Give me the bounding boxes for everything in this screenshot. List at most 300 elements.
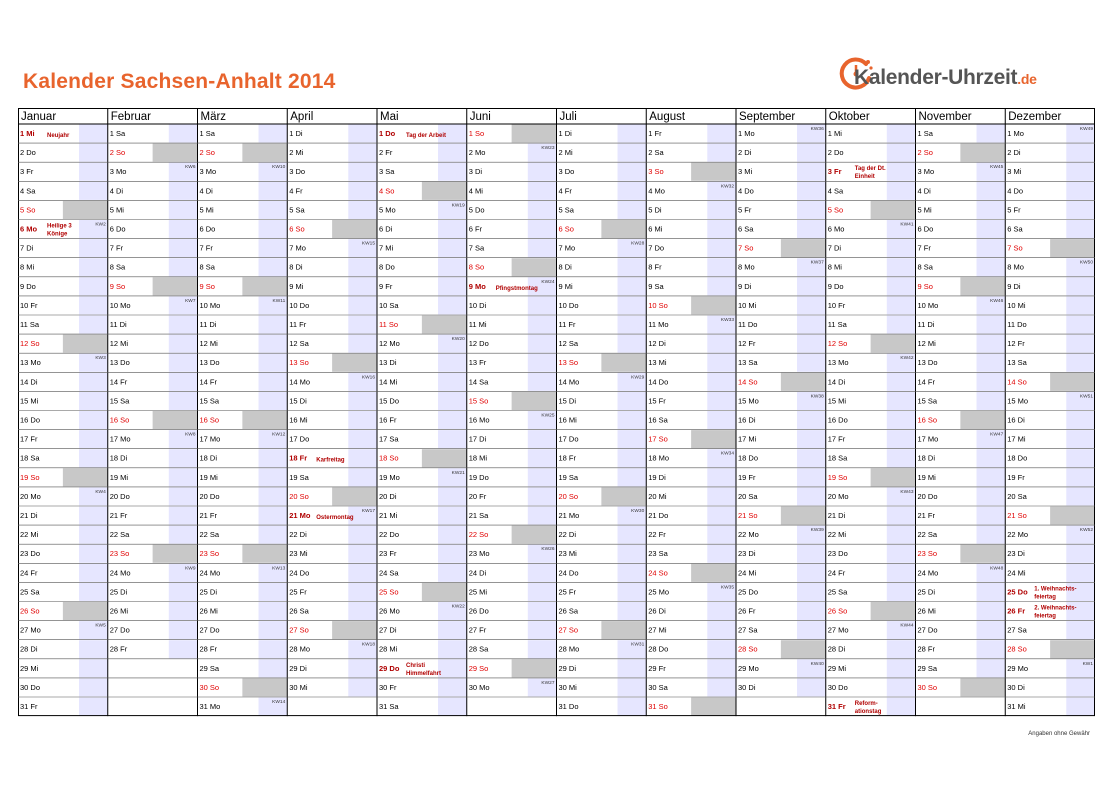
day-shade (797, 335, 826, 353)
day-shade (707, 621, 736, 639)
month-header: April (290, 111, 314, 123)
day-shade (797, 430, 826, 448)
holiday-name: 2. Weihnachts- (1034, 605, 1077, 612)
week-number: KW49 (1079, 127, 1093, 132)
day-label: 24 Fr (827, 568, 846, 578)
day-label: 22 Di (558, 530, 577, 540)
day-shade (707, 373, 736, 391)
day-label: 27 So (558, 625, 579, 635)
day-shade (348, 392, 377, 410)
day-label: 22 Mi (20, 530, 39, 540)
day-label: 11 Fr (558, 320, 576, 329)
day-label: 26 Mi (917, 606, 936, 616)
day-label: 1 Sa (109, 129, 126, 138)
holiday-name: Karfreitag (316, 457, 345, 464)
day-label: 14 Fr (199, 377, 218, 387)
sunday-shade (781, 373, 826, 391)
day-shade (797, 468, 826, 486)
day-label: 29 Sa (199, 663, 220, 673)
day-label: 10 Fr (827, 300, 846, 310)
day-shade (1066, 201, 1095, 219)
holiday-name: Reform- (854, 701, 878, 707)
day-label: 19 Do (468, 472, 489, 482)
day-label: 4 Do (1007, 186, 1024, 196)
day-shade (1066, 698, 1095, 716)
day-label: 4 Sa (20, 186, 36, 196)
day-shade (79, 640, 108, 658)
day-shade (1066, 411, 1095, 429)
day-label: 13 So (289, 358, 309, 368)
day-label: 28 So (1007, 644, 1027, 654)
day-shade (348, 602, 377, 620)
day-label: 29 Di (289, 663, 307, 673)
day-label: 3 Mo (917, 167, 935, 177)
day-label: 15 Fr (648, 396, 666, 406)
day-label: 30 Mi (558, 682, 577, 692)
day-label: 6 Di (379, 224, 393, 234)
sunday-shade (332, 621, 377, 639)
week-number: KW50 (1079, 260, 1093, 266)
day-shade (977, 392, 1006, 410)
day-shade (707, 468, 736, 486)
month-header: September (739, 111, 796, 123)
sunday-shade (422, 182, 467, 200)
day-label: 19 Sa (558, 472, 579, 482)
day-shade (977, 526, 1006, 544)
day-label: 6 Do (109, 224, 126, 234)
day-label: 9 Mi (558, 281, 573, 291)
day-label: 11 Mi (468, 320, 487, 329)
day-shade (348, 316, 377, 334)
day-label: 15 Sa (199, 396, 220, 406)
day-label: 18 So (379, 453, 399, 463)
day-label: 17 Mo (109, 434, 131, 444)
day-label: 8 Mi (20, 262, 35, 272)
day-label: 18 Mi (468, 453, 488, 463)
day-label: 23 So (109, 549, 130, 559)
month-header: Mai (380, 111, 399, 123)
day-label: 25 So (379, 587, 399, 597)
day-label: 18 Di (917, 453, 936, 463)
sunday-shade (153, 411, 198, 429)
day-label: 17 Sa (379, 434, 399, 444)
day-label: 23 Do (827, 549, 848, 559)
sunday-shade (871, 468, 916, 486)
day-label: 9 Do (827, 281, 844, 291)
day-shade (618, 182, 647, 200)
week-number: KW32 (720, 184, 734, 190)
day-label: 21 Sa (468, 511, 489, 520)
week-number: KW36 (810, 127, 824, 132)
day-label: 26 Fr (1007, 606, 1026, 616)
day-label: 13 Do (917, 358, 938, 368)
day-label: 19 Sa (289, 472, 309, 482)
day-label: 10 Mo (199, 300, 221, 310)
day-shade (887, 449, 916, 467)
day-shade (618, 564, 647, 582)
day-label: 2 Di (1007, 148, 1021, 158)
day-shade (79, 296, 108, 314)
day-shade (887, 583, 916, 601)
day-shade (528, 373, 557, 391)
week-number: KW38 (810, 394, 824, 400)
sunday-shade (332, 354, 377, 372)
day-shade (887, 277, 916, 295)
day-label: 25 Di (109, 587, 128, 597)
day-label: 11 Sa (827, 320, 847, 329)
day-label: 5 Fr (738, 205, 752, 215)
day-shade (618, 659, 647, 677)
day-label: 17 Mi (738, 434, 757, 444)
day-shade (438, 659, 467, 677)
day-shade (259, 659, 288, 677)
day-label: 6 Fr (468, 224, 483, 234)
day-label: 4 Mo (648, 186, 665, 196)
day-shade (79, 258, 108, 276)
day-shade (348, 144, 377, 162)
day-label: 26 So (20, 606, 40, 616)
day-label: 29 Mo (738, 663, 759, 673)
day-shade (977, 373, 1006, 391)
day-label: 10 Sa (379, 300, 399, 310)
day-shade (797, 621, 826, 639)
day-label: 22 Sa (199, 530, 220, 540)
day-label: 22 Sa (917, 530, 938, 540)
day-label: 14 Sa (468, 377, 489, 387)
day-label: 24 Sa (379, 568, 399, 578)
day-label: 13 Sa (738, 358, 758, 368)
day-label: 7 Sa (468, 243, 485, 253)
day-label: 15 Mo (738, 396, 759, 406)
day-label: 14 Fr (109, 377, 128, 387)
day-shade (348, 296, 377, 314)
day-label: 24 Mi (738, 568, 757, 578)
day-label: 14 Mo (289, 377, 311, 387)
day-label: 3 Mo (199, 167, 217, 177)
day-shade (169, 507, 198, 525)
holiday-name: Neujahr (47, 133, 70, 139)
day-label: 9 Sa (648, 281, 664, 291)
day-label: 16 Di (1007, 415, 1025, 425)
day-shade (348, 449, 377, 467)
day-shade (438, 277, 467, 295)
day-label: 24 Mo (917, 568, 939, 578)
day-label: 17 So (648, 434, 668, 444)
day-shade (169, 182, 198, 200)
sunday-shade (1050, 640, 1095, 658)
day-shade (707, 220, 736, 238)
day-label: 12 Fr (738, 339, 756, 349)
day-label: 27 Do (109, 625, 130, 635)
day-shade (169, 335, 198, 353)
day-label: 12 Mi (917, 339, 936, 349)
day-label: 6 So (289, 224, 305, 234)
sunday-shade (242, 411, 287, 429)
day-label: 3 Fr (20, 167, 34, 177)
day-label: 5 Mi (199, 205, 214, 215)
day-label: 26 Do (468, 606, 489, 616)
day-label: 2 Mo (468, 148, 486, 158)
day-shade (259, 125, 288, 143)
week-number: KW44 (900, 623, 914, 629)
day-label: 18 Di (109, 453, 128, 463)
day-shade (1066, 144, 1095, 162)
day-shade (707, 526, 736, 544)
day-label: 20 Do (917, 491, 938, 501)
logo-text: Kalender-Uhrzeit (854, 66, 1018, 89)
day-label: 12 Sa (558, 339, 579, 349)
day-shade (79, 678, 108, 696)
day-label: 2 Do (20, 148, 36, 158)
day-shade (438, 507, 467, 525)
sunday-shade (63, 468, 108, 486)
day-shade (977, 239, 1006, 257)
day-shade (169, 316, 198, 334)
day-label: 11 Sa (20, 320, 40, 329)
day-shade (797, 583, 826, 601)
day-label: 14 Di (827, 377, 846, 387)
day-shade (977, 449, 1006, 467)
week-number: KW15 (361, 241, 375, 247)
day-shade (169, 602, 198, 620)
day-shade (79, 316, 108, 334)
week-number: KW25 (541, 413, 555, 419)
day-shade (618, 201, 647, 219)
day-label: 6 Mo (827, 224, 845, 234)
day-shade (977, 602, 1006, 620)
day-shade (528, 335, 557, 353)
day-label: 28 Fr (199, 644, 218, 654)
day-label: 4 So (379, 186, 395, 196)
day-label: 12 Di (648, 339, 666, 349)
day-label: 4 Di (109, 186, 124, 196)
day-shade (797, 354, 826, 372)
week-number: KW47 (990, 432, 1004, 438)
day-shade (618, 583, 647, 601)
week-number: KW4 (95, 489, 106, 495)
day-label: 31 Mo (199, 702, 221, 711)
day-label: 12 Sa (289, 339, 309, 349)
holiday-name: feiertag (1034, 613, 1056, 620)
day-label: 16 Mi (289, 415, 308, 425)
sunday-shade (422, 449, 467, 467)
week-number: KW28 (631, 241, 645, 247)
holiday-name: Christi (406, 662, 426, 669)
day-label: 13 Do (199, 358, 220, 368)
day-label: 30 Mi (289, 682, 308, 692)
day-shade (797, 277, 826, 295)
day-label: 1 Sa (199, 129, 215, 138)
day-label: 1 Sa (917, 129, 933, 138)
day-label: 2 Sa (648, 148, 664, 158)
day-label: 18 Do (738, 453, 759, 463)
day-label: 16 Do (827, 415, 848, 425)
day-shade (797, 564, 826, 582)
sunday-shade (332, 220, 377, 238)
day-label: 21 Fr (917, 511, 936, 520)
day-label: 2 Do (827, 148, 844, 158)
day-shade (438, 239, 467, 257)
day-label: 29 Sa (917, 663, 938, 673)
holiday-name: Ostermontag (316, 515, 354, 521)
week-number: KW20 (451, 337, 465, 343)
day-label: 1 Mi (827, 129, 842, 138)
day-shade (618, 296, 647, 314)
day-label: 12 So (827, 339, 848, 349)
day-label: 11 Di (109, 320, 127, 329)
day-label: 13 Di (379, 358, 397, 368)
week-number: KW22 (451, 604, 465, 610)
day-shade (259, 220, 288, 238)
day-shade (887, 392, 916, 410)
day-shade (618, 449, 647, 467)
sunday-shade (601, 220, 646, 238)
day-label: 23 So (199, 549, 220, 559)
sunday-shade (1050, 507, 1095, 525)
day-label: 23 Mi (558, 549, 577, 559)
week-number: KW2 (95, 222, 106, 228)
day-shade (348, 277, 377, 295)
day-label: 9 Di (738, 281, 752, 291)
day-label: 9 Mo (468, 281, 486, 291)
day-label: 9 So (917, 281, 933, 291)
day-label: 11 Di (199, 320, 217, 329)
day-label: 28 Do (648, 644, 669, 654)
day-shade (977, 487, 1006, 505)
day-label: 20 Mi (648, 491, 667, 501)
day-label: 18 Mo (648, 453, 670, 463)
day-shade (79, 373, 108, 391)
day-label: 5 Mo (379, 205, 396, 215)
day-shade (887, 430, 916, 448)
day-shade (348, 163, 377, 181)
day-label: 23 Di (738, 549, 756, 559)
day-label: 16 Do (20, 415, 41, 425)
day-label: 2 Mi (558, 148, 573, 158)
day-label: 13 Do (109, 358, 130, 368)
day-shade (169, 526, 198, 544)
day-label: 20 Sa (738, 491, 758, 501)
day-label: 19 Mi (199, 472, 218, 482)
day-label: 25 Di (917, 587, 936, 597)
day-shade (79, 507, 108, 525)
sunday-shade (691, 430, 736, 448)
day-shade (438, 144, 467, 162)
day-shade (528, 239, 557, 257)
month-header: Juni (469, 111, 491, 123)
day-label: 5 So (827, 205, 844, 215)
day-label: 20 Sa (1007, 491, 1027, 501)
day-label: 22 Mo (738, 530, 759, 540)
day-shade (977, 316, 1006, 334)
day-label: 10 Di (468, 300, 487, 310)
day-shade (618, 698, 647, 716)
day-label: 21 Mo (558, 511, 580, 520)
day-label: 11 So (379, 320, 399, 329)
day-shade (797, 296, 826, 314)
day-shade (1066, 163, 1095, 181)
holiday-name: Tag der Arbeit (406, 133, 447, 139)
day-shade (79, 144, 108, 162)
day-label: 31 Mi (1007, 702, 1026, 711)
day-shade (348, 468, 377, 486)
day-shade (169, 583, 198, 601)
day-shade (977, 182, 1006, 200)
day-shade (887, 144, 916, 162)
day-label: 11 Mo (648, 320, 669, 329)
day-label: 13 Mo (827, 358, 849, 368)
day-label: 25 Do (1007, 587, 1028, 597)
day-shade (348, 564, 377, 582)
day-shade (79, 182, 108, 200)
day-label: 4 Sa (827, 186, 844, 196)
day-label: 16 Sa (648, 415, 668, 425)
day-shade (79, 430, 108, 448)
day-label: 13 Mo (20, 358, 41, 368)
day-shade (348, 430, 377, 448)
day-shade (169, 220, 198, 238)
day-shade (1066, 468, 1095, 486)
sunday-shade (691, 698, 736, 716)
day-label: 30 Fr (379, 682, 397, 692)
day-shade (348, 411, 377, 429)
day-label: 14 Mi (379, 377, 398, 387)
day-shade (887, 239, 916, 257)
day-label: 20 So (558, 491, 579, 501)
day-shade (797, 182, 826, 200)
day-shade (977, 583, 1006, 601)
day-label: 2 Mi (289, 148, 304, 158)
day-label: 4 Di (199, 186, 213, 196)
day-label: 1 Mo (1007, 129, 1024, 138)
day-shade (618, 258, 647, 276)
day-label: 5 Di (648, 205, 662, 215)
day-label: 27 Mo (827, 625, 849, 635)
day-label: 1 So (468, 129, 485, 138)
logo[interactable] (838, 52, 1078, 100)
day-label: 30 So (199, 682, 220, 692)
day-label: 9 Fr (379, 281, 393, 291)
day-shade (259, 602, 288, 620)
day-shade (887, 373, 916, 391)
day-shade (348, 182, 377, 200)
day-label: 10 So (648, 300, 668, 310)
day-shade (169, 468, 198, 486)
day-label: 5 So (20, 205, 36, 215)
day-label: 21 Di (20, 511, 38, 520)
day-shade (797, 411, 826, 429)
day-label: 8 Mo (1007, 262, 1024, 272)
day-shade (79, 277, 108, 295)
day-label: 5 Mi (109, 205, 124, 215)
week-number: KW3 (95, 356, 106, 362)
holiday-name: Einheit (854, 174, 875, 181)
day-label: 6 Sa (1007, 224, 1023, 234)
holiday-name: Tag der Dt. (854, 166, 886, 173)
day-label: 22 Mo (1007, 530, 1029, 540)
day-shade (1066, 354, 1095, 372)
day-label: 24 Do (558, 568, 579, 578)
day-label: 27 Di (379, 625, 397, 635)
day-shade (707, 659, 736, 677)
logo-wordmark (854, 66, 1037, 90)
day-shade (887, 659, 916, 677)
day-label: 3 Sa (379, 167, 395, 177)
day-shade (528, 201, 557, 219)
day-label: 8 Di (558, 262, 572, 272)
sunday-shade (960, 678, 1005, 696)
day-label: 24 Mo (199, 568, 221, 578)
